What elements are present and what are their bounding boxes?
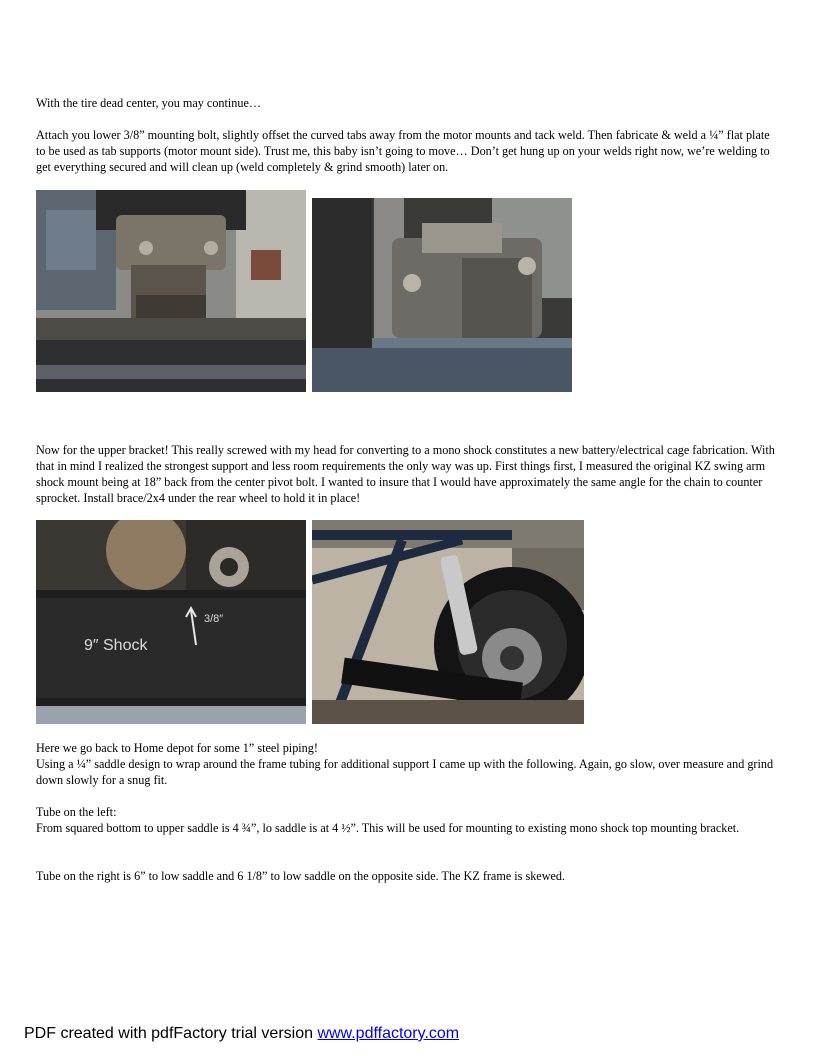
photo-swingarm-chalk xyxy=(36,520,306,724)
paragraph-upper-bracket: Now for the upper bracket! This really screwed with my head for converting to a mono shock constitutes a new battery/electrical cage fabrication. With that in mind I realized the strongest support and less room requirements the only way was up. First things first, I measured the original KZ swing arm shock mount being at 18” back from the center pivot bolt. I wanted to insure that I would have approximately the same angle for the chain to counter sprocket. Install brace/2x4 under the rear wheel to hold it in place! xyxy=(36,443,775,505)
chalk-shock-text: 9″ Shock xyxy=(84,637,148,654)
paragraph-tube-left-heading: Tube on the left: xyxy=(36,805,117,819)
pdf-footer xyxy=(24,1025,459,1043)
paragraph-intro: With the tire dead center, you may continue… xyxy=(36,96,262,110)
photo-shock-bottom-mount xyxy=(312,198,572,392)
footer-text: PDF created with pdfFactory trial version xyxy=(24,1025,318,1042)
paragraph-tube-left-details: From squared bottom to upper saddle is 4 ¾”, lo saddle is at 4 ½”. This will be used for mounting to existing mono shock top mounting bracket. xyxy=(36,821,740,835)
paragraph-saddle-design: Using a ¼” saddle design to wrap around the frame tubing for additional support I came up with the following. Again, go slow, over measure and grind down slowly for a snug fit. xyxy=(36,757,774,787)
photo-rear-wheel-shock xyxy=(312,520,584,724)
footer-link[interactable]: www.pdffactory.com xyxy=(317,1025,460,1042)
paragraph-tube-right: Tube on the right is 6” to low saddle and 6 1/8” to low saddle on the opposite side. The KZ frame is skewed. xyxy=(36,869,566,883)
paragraph-lower-mount: Attach you lower 3/8” mounting bolt, slightly offset the curved tabs away from the motor mounts and tack weld. Then fabricate & weld a ¼” flat plate to be used as tab supports (motor mount side). Trust me, this baby isn’t going to move… Don’t get hung up on your welds right now, we’re welding to get everything secured and will clean up (weld completely & grind smooth) later on. xyxy=(36,128,770,174)
chalk-arrow-label: 3/8″ xyxy=(204,613,224,625)
photo-lower-mount-tabs xyxy=(36,190,306,392)
paragraph-home-depot: Here we go back to Home depot for some 1” steel piping! xyxy=(36,741,318,755)
